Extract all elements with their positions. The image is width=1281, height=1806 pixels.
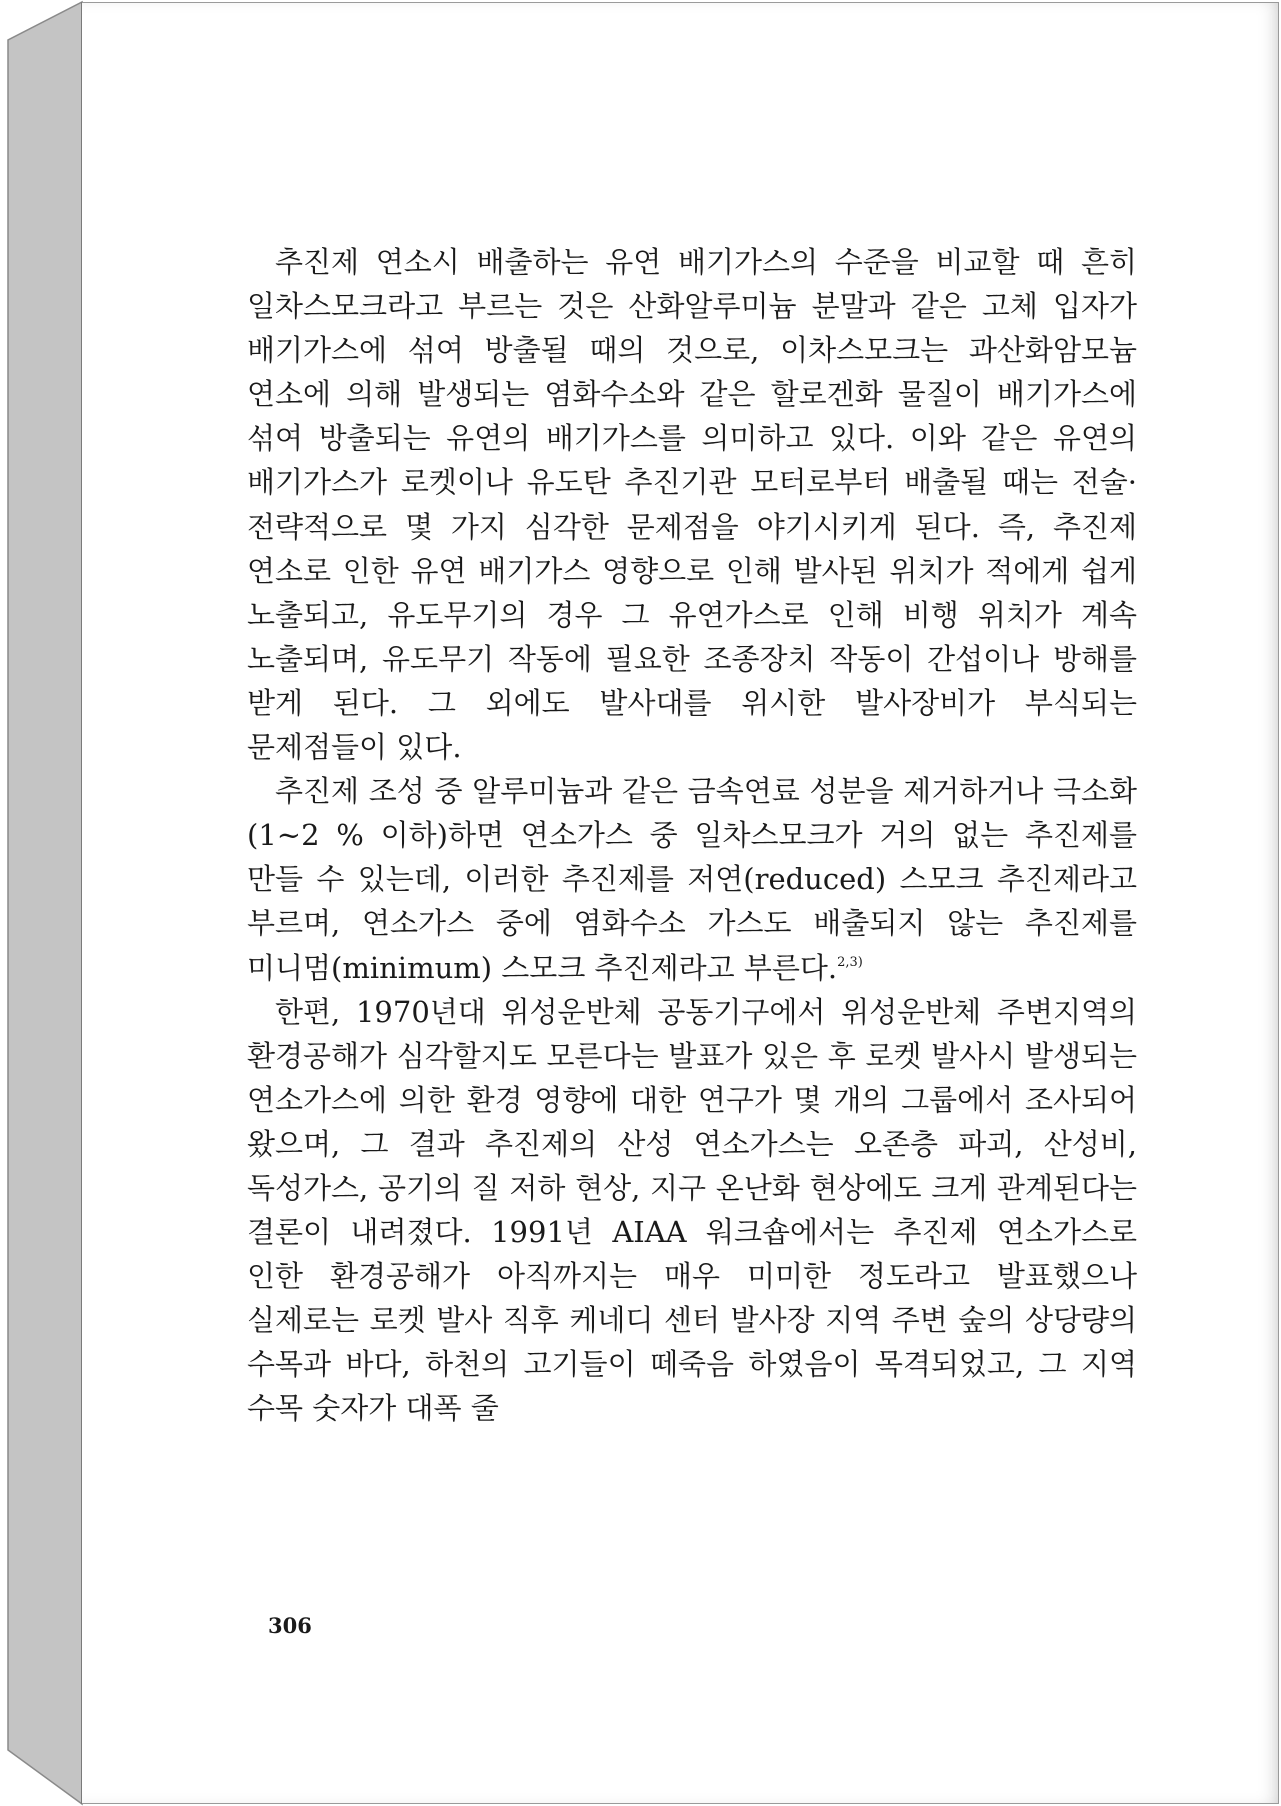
paragraph-3 [247, 990, 1137, 1431]
paragraph-2 [247, 769, 1137, 989]
paragraph-3-text: 한편, 1970년대 위성운반체 공동기구에서 위성운반체 주변지역의 환경공해가 심각할지도 모른다는 발표가 있은 후 로켓 발사시 발생되는 연소가스에 의한 환경 영향에 대한 연구가 몇 개의 그룹에서 조사되어 왔으며, 그 결과 추진제의 산성 연소가스는 오존층 파괴, 산성비, 독성가스, 공기의 질 저하 현상, 지구 온난화 현상에도 크게 관계된다는 결론이 내려졌다. 1991년 AIAA 워크숍에서는 추진제 연소가스로 인한 환경공해가 아직까지는 매우 미미한 정도라고 발표했으나 실제로는 로켓 발사 직후 케네디 센터 발사장 지역 주변 숲의 상당량의 수목과 바다, 하천의 고기들이 떼죽음 하였음이 목격되었고, 그 지역 수목 숫자가 대폭 줄 [247, 994, 1137, 1426]
footnote-reference: 2,3) [837, 954, 863, 970]
paragraph-1-text: 추진제 연소시 배출하는 유연 배기가스의 수준을 비교할 때 흔히 일차스모크라고 부르는 것은 산화알루미늄 분말과 같은 고체 입자가 배기가스에 섞여 방출될 때의 것으로, 이차스모크는 과산화암모늄 연소에 의해 발생되는 염화수소와 같은 할로겐화 물질이 배기가스에 섞여 방출되는 유연의 배기가스를 의미하고 있다. 이와 같은 유연의 배기가스가 로켓이나 유도탄 추진기관 모터로부터 배출될 때는 전술·전략적으로 몇 가지 심각한 문제점을 야기시키게 된다. 즉, 추진제 연소로 인한 유연 배기가스 영향으로 인해 발사된 위치가 적에게 쉽게 노출되고, 유도무기의 경우 그 유연가스로 인해 비행 위치가 계속 노출되며, 유도무기 작동에 필요한 조종장치 작동이 간섭이나 방해를 받게 된다. 그 외에도 발사대를 위시한 발사장비가 부식되는 문제점들이 있다. [247, 245, 1137, 765]
body-text [247, 240, 1137, 1431]
paragraph-2-text: 추진제 조성 중 알루미늄과 같은 금속연료 성분을 제거하거나 극소화(1~2 % 이하)하면 연소가스 중 일차스모크가 거의 없는 추진제를 만들 수 있는데, 이러한 추진제를 저연(reduced) 스모크 추진제라고 부르며, 연소가스 중에 염화수소 가스도 배출되지 않는 추진제를 미니멈(minimum) 스모크 추진제라고 부른다. [247, 774, 1137, 985]
page-number: 306 [268, 1613, 312, 1638]
paragraph-1 [247, 240, 1137, 769]
